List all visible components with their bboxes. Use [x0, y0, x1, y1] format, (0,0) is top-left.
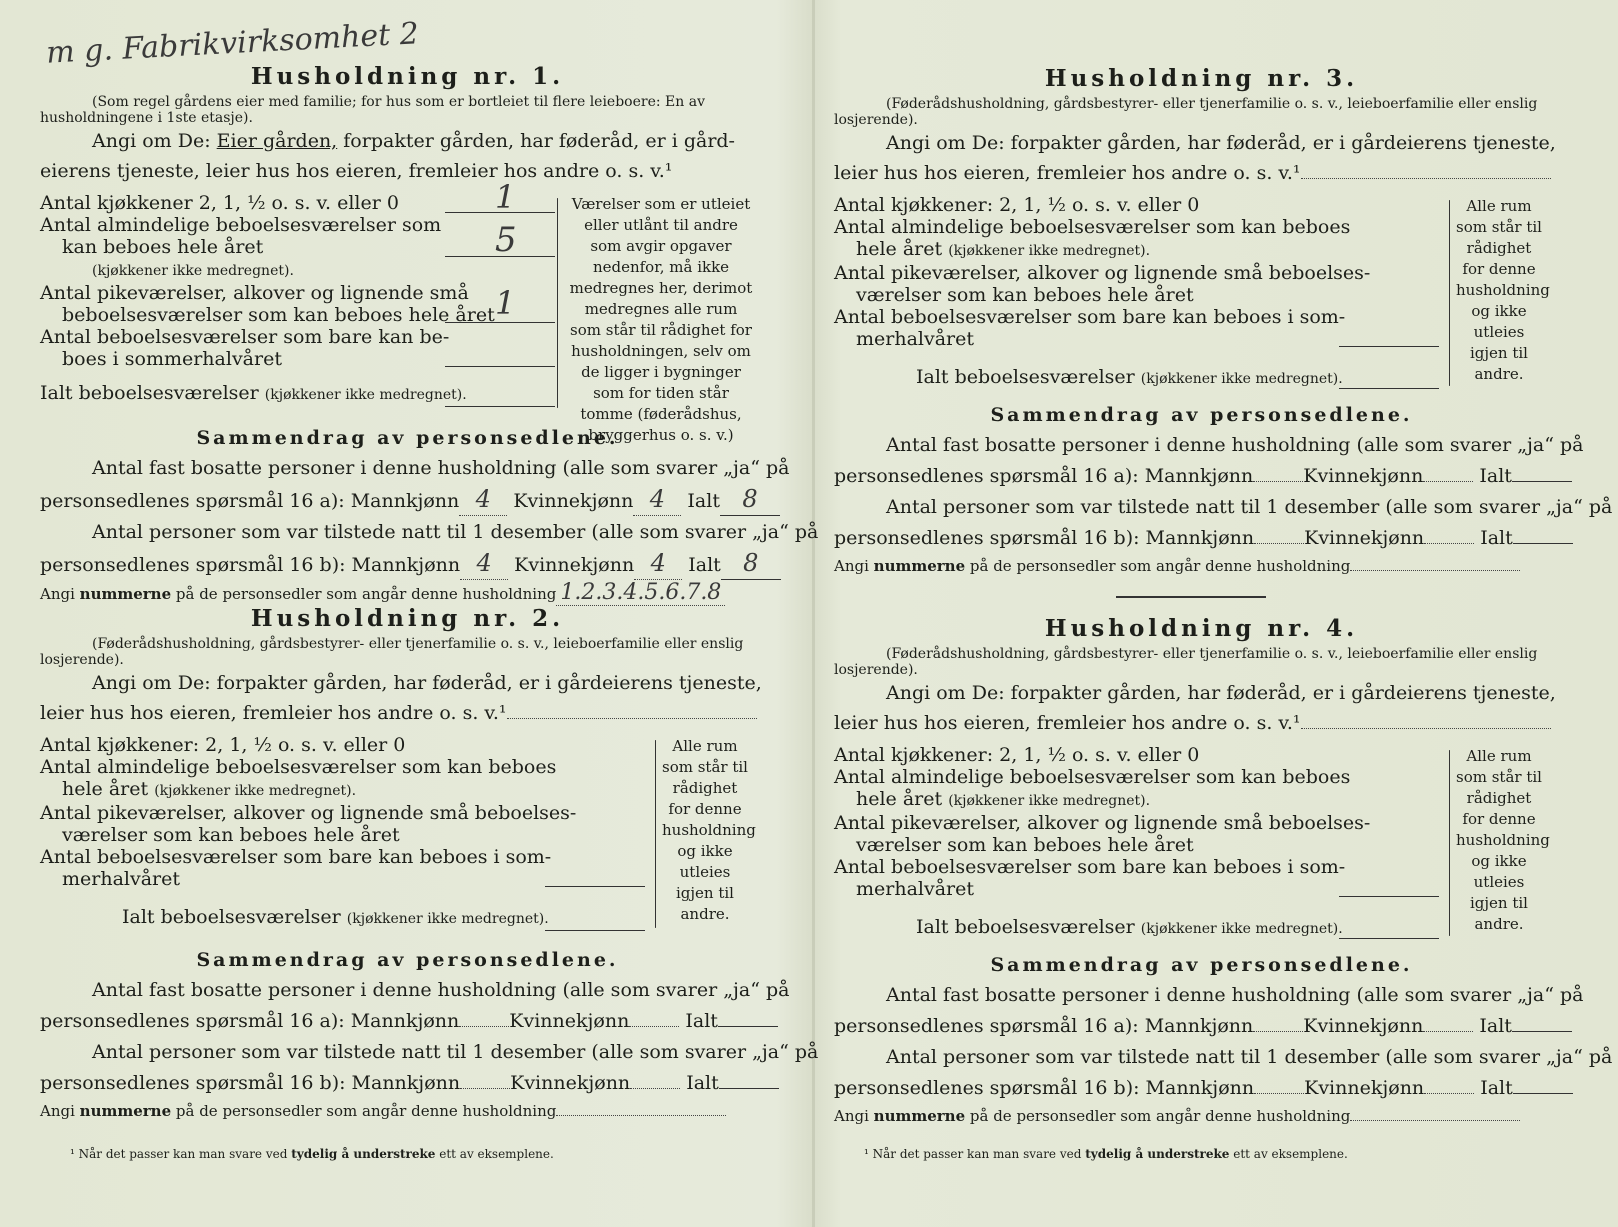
label-male-a: personsedlenes spørsmål 16 a): Mannkjønn: [834, 465, 1254, 487]
left-page: [40, 0, 819, 1227]
value-female-b[interactable]: [1424, 542, 1474, 544]
label-female-b: Kvinnekjønn: [510, 1072, 631, 1094]
answer-small: 1: [495, 284, 516, 322]
value-male-b[interactable]: [460, 1087, 510, 1089]
nums-label-b: nummerne: [873, 1107, 966, 1125]
household-note: (Som regel gårdens eier med familie; for hus som er bortleiet til flere leieboere: En av husholdningene i 1ste etasje).: [40, 94, 705, 126]
summary-residents: Antal fast bosatte personer i denne husholdning (alle som svarer „ja“ på: [92, 457, 790, 479]
ordinary-rooms-line-2: kan beboes hele året: [62, 236, 264, 258]
summary-residents: Antal fast bosatte personer i denne husholdning (alle som svarer „ja“ på: [886, 434, 1584, 456]
person-numbers-line: [40, 1099, 775, 1123]
household-3: [834, 64, 1613, 578]
footnote-c: ett av eksemplene.: [1229, 1147, 1348, 1161]
nums-label-c: på de personsedler som angår denne husholdning: [965, 557, 1351, 575]
ownership-question-cont: eierens tjeneste, leier hus hos eieren, fremleier hos andre o. s. v.¹: [40, 160, 673, 182]
nums-label-b: nummerne: [79, 1102, 172, 1120]
summer-rooms-line-2: merhalvåret: [62, 868, 181, 890]
household-note: (Føderådshusholdning, gårdsbestyrer- eller tjenerfamilie o. s. v., leieboerfamilie eller enslig losjerende).: [834, 96, 1538, 128]
footnote: [70, 1147, 554, 1161]
label-total-b: Ialt: [686, 1072, 719, 1094]
value-total-a[interactable]: [1512, 480, 1572, 482]
person-numbers-value[interactable]: 1.2.3.4.5.6.7.8: [556, 580, 725, 606]
nums-label-b: nummerne: [873, 557, 966, 575]
person-numbers-line: [834, 1104, 1569, 1128]
brace: [655, 740, 656, 928]
small-rooms-line: Antal pikeværelser, alkover og lignende små beboelses-: [834, 812, 1371, 834]
label-total-a: Ialt: [685, 1010, 718, 1032]
ownership-question: [40, 126, 775, 156]
value-female-b[interactable]: [630, 1087, 680, 1089]
small-rooms-line: Antal pikeværelser, alkover og lignende små beboelses-: [40, 802, 577, 824]
footnote-b: tydelig å understreke: [1085, 1147, 1230, 1161]
room-counts: [40, 734, 775, 939]
nums-label-c: på de personsedler som angår denne husholdning: [171, 1102, 557, 1120]
answer-line-summer[interactable]: [445, 366, 555, 367]
q2-text: leier hus hos eieren, fremleier hos andre o. s. v.¹: [834, 162, 1301, 184]
total-rooms-label: Ialt beboelsesværelser: [40, 382, 259, 404]
label-female-a: Kvinnekjønn: [1303, 1015, 1424, 1037]
summary-present: Antal personer som var tilstede natt til 1 desember (alle som svarer „ja“ på: [886, 1046, 1613, 1068]
summer-rooms-line-2: boes i sommerhalvåret: [62, 348, 282, 370]
total-rooms-label: Ialt beboelsesværelser: [122, 906, 341, 928]
label-total-b: Ialt: [1480, 527, 1513, 549]
ownership-answer-line[interactable]: [507, 717, 757, 719]
value-male-b[interactable]: 4: [460, 548, 508, 580]
footnote-a: ¹ Når det passer kan man svare ved: [70, 1147, 292, 1161]
summary-residents: Antal fast bosatte personer i denne husholdning (alle som svarer „ja“ på: [92, 979, 790, 1001]
label-male-a: personsedlenes spørsmål 16 a): Mannkjønn: [40, 1010, 460, 1032]
summary-present-answers: [40, 548, 775, 581]
value-male-a[interactable]: [1253, 1030, 1303, 1032]
total-rooms-note: (kjøkkener ikke medregnet).: [264, 387, 467, 403]
summary-residents-answers: [40, 484, 775, 517]
answer-line-summer[interactable]: [1339, 896, 1439, 897]
summer-rooms-line: Antal beboelsesværelser som bare kan be-: [40, 326, 450, 348]
value-female-a[interactable]: [1423, 480, 1473, 482]
q-rest: forpakter gården, har føderåd, er i gård-: [337, 130, 735, 152]
ownership-answer-line[interactable]: [1301, 727, 1551, 729]
room-counts: [834, 744, 1569, 944]
summary-present: Antal personer som var tilstede natt til 1 desember (alle som svarer „ja“ på: [886, 496, 1613, 518]
answer-line-summer[interactable]: [1339, 346, 1439, 347]
summary-title: Sammendrag av personsedlene.: [990, 954, 1413, 976]
household-note: (Føderådshusholdning, gårdsbestyrer- eller tjenerfamilie o. s. v., leieboerfamilie eller enslig losjerende).: [40, 636, 744, 668]
summary-present-answers: [834, 523, 1569, 554]
value-total-b[interactable]: 8: [721, 548, 781, 580]
ordinary-2-text: hele året: [62, 778, 149, 800]
total-rooms-label: Ialt beboelsesværelser: [916, 916, 1135, 938]
person-numbers-value[interactable]: [1350, 1119, 1520, 1121]
value-male-a[interactable]: [459, 1025, 509, 1027]
small-rooms-line-2: beboelsesværelser som kan beboes hele året: [62, 304, 495, 326]
value-male-a[interactable]: 4: [459, 484, 507, 516]
small-rooms-line-2: værelser som kan beboes hele året: [62, 824, 400, 846]
summary-residents-answers: [40, 1006, 775, 1037]
label-male-b: personsedlenes spørsmål 16 b): Mannkjønn: [834, 1077, 1255, 1099]
label-total-a: Ialt: [687, 490, 720, 512]
nums-label-a: Angi: [834, 557, 874, 575]
nums-label-c: på de personsedler som angår denne husholdning: [965, 1107, 1351, 1125]
summary-present: Antal personer som var tilstede natt til 1 desember (alle som svarer „ja“ på: [92, 521, 819, 543]
footnote: [864, 1147, 1348, 1161]
household-title: Husholdning nr. 1.: [250, 63, 565, 90]
ownership-question: Angi om De: forpakter gården, har føderåd, er i gårdeierens tjeneste,: [886, 132, 1556, 154]
rooms-side-note: Alle rum som står til rådighet for denne husholdning og ikke utleies igjen til andre.: [1456, 747, 1550, 933]
label-female-b: Kvinnekjønn: [514, 554, 635, 576]
brace: [1449, 200, 1450, 386]
ordinary-2-text: hele året: [856, 788, 943, 810]
ownership-answer-line[interactable]: [1301, 177, 1551, 179]
summary-residents-answers: [834, 461, 1569, 492]
value-female-a[interactable]: 4: [633, 484, 681, 516]
label-female-b: Kvinnekjønn: [1304, 527, 1425, 549]
value-total-a[interactable]: [718, 1025, 778, 1027]
nums-label-a: Angi: [834, 1107, 874, 1125]
room-counts: [834, 194, 1569, 394]
summer-rooms-line: Antal beboelsesværelser som bare kan beboes i som-: [834, 306, 1346, 328]
answer-line-total[interactable]: [1339, 938, 1439, 939]
brace: [1449, 750, 1450, 936]
summary-title: Sammendrag av personsedlene.: [990, 404, 1413, 426]
ordinary-rooms-line: Antal almindelige beboelsesværelser som kan beboes: [834, 766, 1351, 788]
answer-line-total[interactable]: [545, 930, 645, 931]
q-label: Angi om De:: [92, 130, 217, 152]
kitchens-line: Antal kjøkkener 2, 1, ½ o. s. v. eller 0: [40, 192, 399, 214]
person-numbers-line: [40, 581, 775, 606]
label-total-a: Ialt: [1479, 1015, 1512, 1037]
summary-present-answers: [834, 1073, 1569, 1104]
answer-ordinary: 5: [495, 220, 517, 260]
small-rooms-line: Antal pikeværelser, alkover og lignende små beboelses-: [834, 262, 1371, 284]
rooms-side-note: Alle rum som står til rådighet for denne husholdning og ikke utleies igjen til andre.: [662, 737, 756, 923]
summary-present: Antal personer som var tilstede natt til 1 desember (alle som svarer „ja“ på: [92, 1041, 819, 1063]
ownership-question-cont: [40, 698, 775, 728]
label-total-b: Ialt: [688, 554, 721, 576]
value-male-b[interactable]: [1254, 1092, 1304, 1094]
summer-rooms-line-2: merhalvåret: [856, 328, 975, 350]
label-female-a: Kvinnekjønn: [513, 490, 634, 512]
household-1: [40, 62, 819, 606]
handwritten-annotation: m g. Fabrikvirksomhet 2: [45, 16, 420, 71]
total-rooms-label: Ialt beboelsesværelser: [916, 366, 1135, 388]
summary-residents-answers: [834, 1011, 1569, 1042]
q-answer-underlined: Eier gården,: [216, 130, 338, 152]
total-rooms-note: (kjøkkener ikke medregnet).: [1140, 371, 1343, 387]
answer-line-total[interactable]: [445, 406, 555, 407]
label-male-b: personsedlenes spørsmål 16 b): Mannkjønn: [40, 1072, 461, 1094]
label-male-a: personsedlenes spørsmål 16 a): Mannkjønn: [40, 490, 460, 512]
total-rooms-note: (kjøkkener ikke medregnet).: [1140, 921, 1343, 937]
small-rooms-line-2: værelser som kan beboes hele året: [856, 284, 1194, 306]
value-total-b[interactable]: [1513, 542, 1573, 544]
household-title: Husholdning nr. 2.: [250, 605, 565, 632]
person-numbers-value[interactable]: [556, 1114, 726, 1116]
answer-line-summer[interactable]: [545, 886, 645, 887]
household-2: [40, 604, 819, 1123]
value-female-a[interactable]: [1423, 1030, 1473, 1032]
nums-label-c: på de personsedler som angår denne husholdning: [171, 585, 557, 603]
section-divider: [1116, 596, 1266, 598]
q2-text: leier hus hos eieren, fremleier hos andre o. s. v.¹: [834, 712, 1301, 734]
total-rooms-note: (kjøkkener ikke medregnet).: [346, 911, 549, 927]
footnote-a: ¹ Når det passer kan man svare ved: [864, 1147, 1086, 1161]
label-female-a: Kvinnekjønn: [509, 1010, 630, 1032]
rooms-side-note: Værelser som er utleiet eller utlånt til andre som avgir opgaver nedenfor, må ikke medregnes her, derimot medregnes alle rum som står til rådighet for husholdningen, selv om de ligger i bygninger som for tiden står tomme (føderådshus, bryggerhus o. s. v.): [569, 195, 753, 444]
label-female-b: Kvinnekjønn: [1304, 1077, 1425, 1099]
value-total-a[interactable]: [1512, 1030, 1572, 1032]
value-total-b[interactable]: [719, 1087, 779, 1089]
ordinary-note: (kjøkkener ikke medregnet).: [948, 793, 1151, 809]
value-female-a[interactable]: [629, 1025, 679, 1027]
kitchens-line: Antal kjøkkener: 2, 1, ½ o. s. v. eller 0: [834, 194, 1200, 216]
value-male-a[interactable]: [1253, 480, 1303, 482]
ownership-question: Angi om De: forpakter gården, har føderåd, er i gårdeierens tjeneste,: [886, 682, 1556, 704]
ordinary-note: (kjøkkener ikke medregnet).: [154, 783, 357, 799]
label-total-b: Ialt: [1480, 1077, 1513, 1099]
household-title: Husholdning nr. 4.: [1044, 615, 1359, 642]
summary-title: Sammendrag av personsedlene.: [196, 427, 619, 449]
household-4: [834, 614, 1613, 1128]
person-numbers-value[interactable]: [1350, 569, 1520, 571]
value-female-b[interactable]: [1424, 1092, 1474, 1094]
ordinary-rooms-line: Antal almindelige beboelsesværelser som kan beboes: [834, 216, 1351, 238]
ordinary-2-text: hele året: [856, 238, 943, 260]
ownership-question-cont: [834, 158, 1569, 188]
rooms-side-note: Alle rum som står til rådighet for denne husholdning og ikke utleies igjen til andre.: [1456, 197, 1550, 383]
summary-residents: Antal fast bosatte personer i denne husholdning (alle som svarer „ja“ på: [886, 984, 1584, 1006]
label-total-a: Ialt: [1479, 465, 1512, 487]
ordinary-note: (kjøkkener ikke medregnet).: [948, 243, 1151, 259]
ownership-question-cont: [834, 708, 1569, 738]
summer-rooms-line-2: merhalvåret: [856, 878, 975, 900]
summer-rooms-line: Antal beboelsesværelser som bare kan beboes i som-: [40, 846, 552, 868]
household-title: Husholdning nr. 3.: [1044, 65, 1359, 92]
household-note: (Føderådshusholdning, gårdsbestyrer- eller tjenerfamilie o. s. v., leieboerfamilie eller enslig losjerende).: [834, 646, 1538, 678]
summer-rooms-line: Antal beboelsesværelser som bare kan beboes i som-: [834, 856, 1346, 878]
small-rooms-line: Antal pikeværelser, alkover og lignende små: [40, 282, 469, 304]
answer-line-total[interactable]: [1339, 388, 1439, 389]
footnote-b: tydelig å understreke: [291, 1147, 436, 1161]
nums-label-a: Angi: [40, 585, 80, 603]
value-female-b[interactable]: 4: [634, 548, 682, 580]
brace: [557, 198, 558, 408]
kitchens-line: Antal kjøkkener: 2, 1, ½ o. s. v. eller 0: [40, 734, 406, 756]
kitchens-line: Antal kjøkkener: 2, 1, ½ o. s. v. eller 0: [834, 744, 1200, 766]
value-total-a[interactable]: 8: [720, 484, 780, 516]
ordinary-rooms-note: (kjøkkener ikke medregnet).: [92, 263, 294, 279]
footnote-c: ett av eksemplene.: [435, 1147, 554, 1161]
label-male-b: personsedlenes spørsmål 16 b): Mannkjønn: [40, 554, 461, 576]
q2-text: leier hus hos eieren, fremleier hos andre o. s. v.¹: [40, 702, 507, 724]
summary-title: Sammendrag av personsedlene.: [196, 949, 619, 971]
ownership-question: Angi om De: forpakter gården, har føderåd, er i gårdeierens tjeneste,: [92, 672, 762, 694]
right-page: [834, 0, 1613, 1227]
summary-present-answers: [40, 1068, 775, 1099]
nums-label-b: nummerne: [79, 585, 172, 603]
person-numbers-line: [834, 554, 1569, 578]
ordinary-rooms-line: Antal almindelige beboelsesværelser som kan beboes: [40, 756, 557, 778]
small-rooms-line-2: værelser som kan beboes hele året: [856, 834, 1194, 856]
value-male-b[interactable]: [1254, 542, 1304, 544]
answer-kitchens: 1: [495, 178, 516, 216]
label-female-a: Kvinnekjønn: [1303, 465, 1424, 487]
nums-label-a: Angi: [40, 1102, 80, 1120]
answer-line-small[interactable]: [445, 322, 555, 323]
label-male-b: personsedlenes spørsmål 16 b): Mannkjønn: [834, 527, 1255, 549]
value-total-b[interactable]: [1513, 1092, 1573, 1094]
label-male-a: personsedlenes spørsmål 16 a): Mannkjønn: [834, 1015, 1254, 1037]
ordinary-rooms-line: Antal almindelige beboelsesværelser som: [40, 214, 442, 236]
